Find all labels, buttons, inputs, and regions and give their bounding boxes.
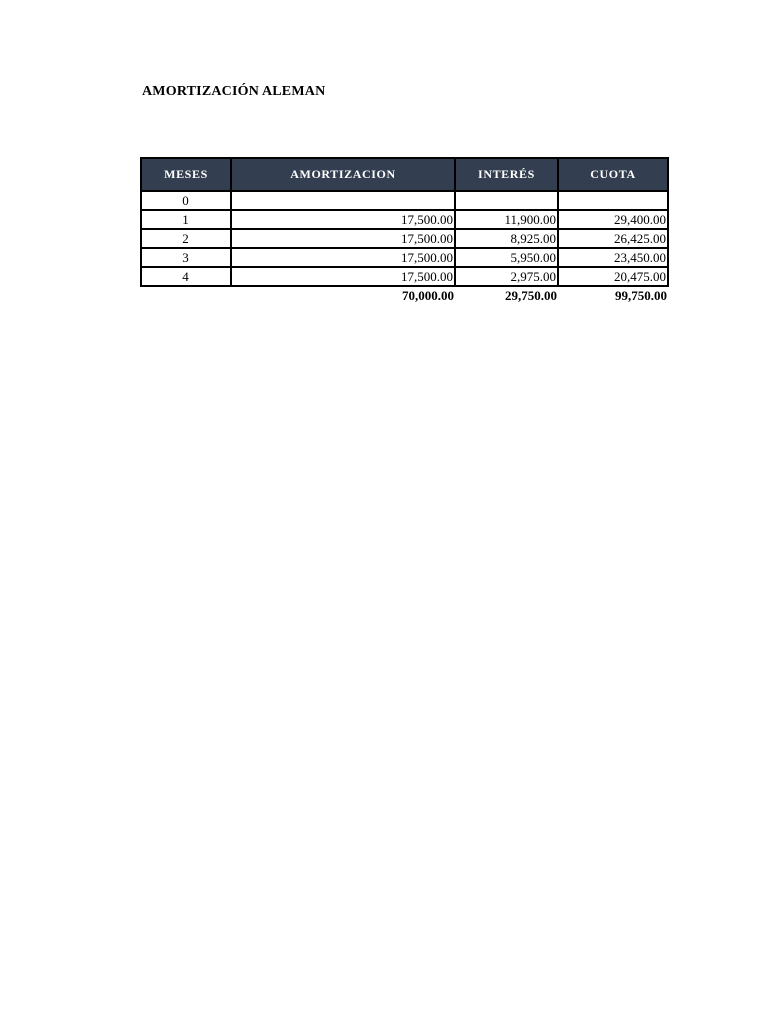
cell-interes: 2,975.00	[455, 267, 558, 286]
cell-amortizacion: 17,500.00	[231, 248, 455, 267]
header-meses: MESES	[141, 158, 231, 191]
page-title: AMORTIZACIÓN ALEMAN	[142, 84, 326, 99]
cell-cuota: 20,475.00	[558, 267, 668, 286]
cell-interes: 8,925.00	[455, 229, 558, 248]
cell-cuota	[558, 191, 668, 210]
cell-interes: 11,900.00	[455, 210, 558, 229]
totals-row	[141, 286, 668, 304]
cell-amortizacion: 17,500.00	[231, 210, 455, 229]
total-interes: 29,750.00	[505, 288, 557, 303]
total-amortizacion: 70,000.00	[402, 288, 454, 303]
table-row	[141, 191, 668, 210]
cell-mes: 2	[141, 229, 231, 248]
cell-mes: 3	[141, 248, 231, 267]
cell-amortizacion: 17,500.00	[231, 229, 455, 248]
table-header	[141, 158, 668, 191]
cell-amortizacion: 17,500.00	[231, 267, 455, 286]
cell-interes	[455, 191, 558, 210]
amortization-table	[140, 157, 669, 304]
cell-mes: 0	[141, 191, 231, 210]
cell-cuota: 26,425.00	[558, 229, 668, 248]
table-row	[141, 229, 668, 248]
header-cuota: CUOTA	[558, 158, 668, 191]
totals-spacer	[141, 286, 231, 304]
header-row	[141, 158, 668, 191]
table-row	[141, 210, 668, 229]
cell-mes: 1	[141, 210, 231, 229]
header-interes: INTERÉS	[455, 158, 558, 191]
cell-amortizacion	[231, 191, 455, 210]
table-body	[141, 191, 668, 304]
total-cuota: 99,750.00	[615, 288, 667, 303]
cell-cuota: 23,450.00	[558, 248, 668, 267]
cell-interes: 5,950.00	[455, 248, 558, 267]
table-row	[141, 267, 668, 286]
cell-mes: 4	[141, 267, 231, 286]
cell-cuota: 29,400.00	[558, 210, 668, 229]
header-amortizacion: AMORTIZACION	[231, 158, 455, 191]
table-row	[141, 248, 668, 267]
